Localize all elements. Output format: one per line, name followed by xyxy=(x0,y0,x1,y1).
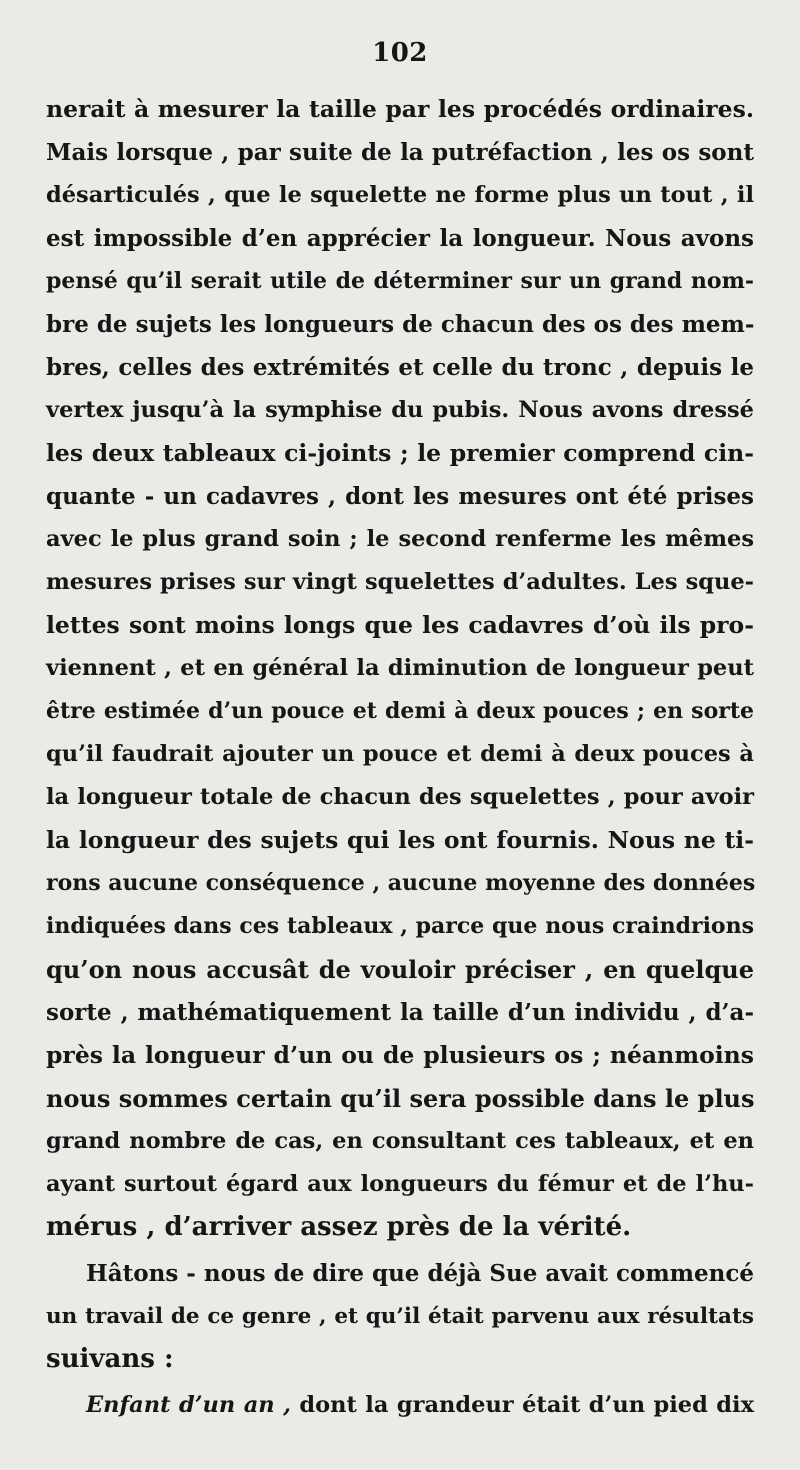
text-line: nerait à mesurer la taille par les procédés ordinaires. xyxy=(46,95,754,123)
text-line: mesures prises sur vingt squelettes d’adultes. Les sque- xyxy=(46,569,754,595)
text-line: Hâtons - nous de dire que déjà Sue avait commencé xyxy=(86,1260,754,1287)
text-line: indiquées dans ces tableaux , parce que nous craindrions xyxy=(46,913,754,939)
text-line: la longueur des sujets qui les ont fournis. Nous ne ti- xyxy=(46,826,754,854)
text-line: pensé qu’il serait utile de déterminer sur un grand nom- xyxy=(46,268,754,294)
text-line: bre de sujets les longueurs de chacun des os des mem- xyxy=(46,311,755,338)
text-line: viennent , et en général la diminution de longueur peut xyxy=(46,655,754,681)
text-line: vertex jusqu’à la symphise du pubis. Nous avons dressé xyxy=(46,397,754,423)
page-number: 102 xyxy=(372,38,428,68)
text-line: près la longueur d’un ou de plusieurs os ; néanmoins xyxy=(46,1041,754,1069)
text-line: la longueur totale de chacun des squelettes , pour avoir xyxy=(46,784,754,810)
text-line: qu’il faudrait ajouter un pouce et demi à deux pouces à xyxy=(46,741,754,767)
body-text xyxy=(46,88,754,1427)
paragraph-2 xyxy=(46,1252,754,1381)
text-line: un travail de ce genre , et qu’il était parvenu aux résultats xyxy=(46,1304,754,1329)
text-line: qu’on nous accusât de vouloir préciser , en quelque xyxy=(46,955,754,984)
text-line: désarticulés , que le squelette ne forme plus un tout , il xyxy=(46,182,754,208)
text-line: bres, celles des extrémités et celle du tronc , depuis le xyxy=(46,354,754,381)
paragraph-1 xyxy=(46,88,754,1249)
text-line: sorte , mathématiquement la taille d’un individu , d’a- xyxy=(46,999,754,1026)
text-line: les deux tableaux ci-joints ; le premier comprend cin- xyxy=(46,439,754,467)
text-line: est impossible d’en apprécier la longueur. Nous avons xyxy=(46,225,754,252)
text-line: Mais lorsque , par suite de la putréfaction , les os sont xyxy=(46,139,754,166)
text-line: être estimée d’un pouce et demi à deux pouces ; en sorte xyxy=(46,698,754,724)
text-line: nous sommes certain qu’il sera possible dans le plus xyxy=(46,1084,755,1113)
text-line: quante - un cadavres , dont les mesures ont été prises xyxy=(46,483,754,510)
text-line: grand nombre de cas, en consultant ces tableaux, et en xyxy=(46,1128,754,1154)
paragraph-3 xyxy=(46,1384,754,1427)
text-line: avec le plus grand soin ; le second renferme les mêmes xyxy=(46,526,754,552)
text-line xyxy=(46,1384,754,1427)
text-line: lettes sont moins longs que les cadavres d’où ils pro- xyxy=(46,611,754,639)
text-line: mérus , d’arriver assez près de la vérité. xyxy=(46,1212,632,1242)
text-line: ayant surtout égard aux longueurs du fémur et de l’hu- xyxy=(46,1171,754,1197)
text-line: suivans : xyxy=(46,1344,174,1374)
text-line: rons aucune conséquence , aucune moyenne des données xyxy=(46,870,756,896)
italic-phrase: Enfant d’un an , xyxy=(86,1392,291,1418)
line-continuation: dont la grandeur était d’un pied dix xyxy=(290,1392,754,1418)
